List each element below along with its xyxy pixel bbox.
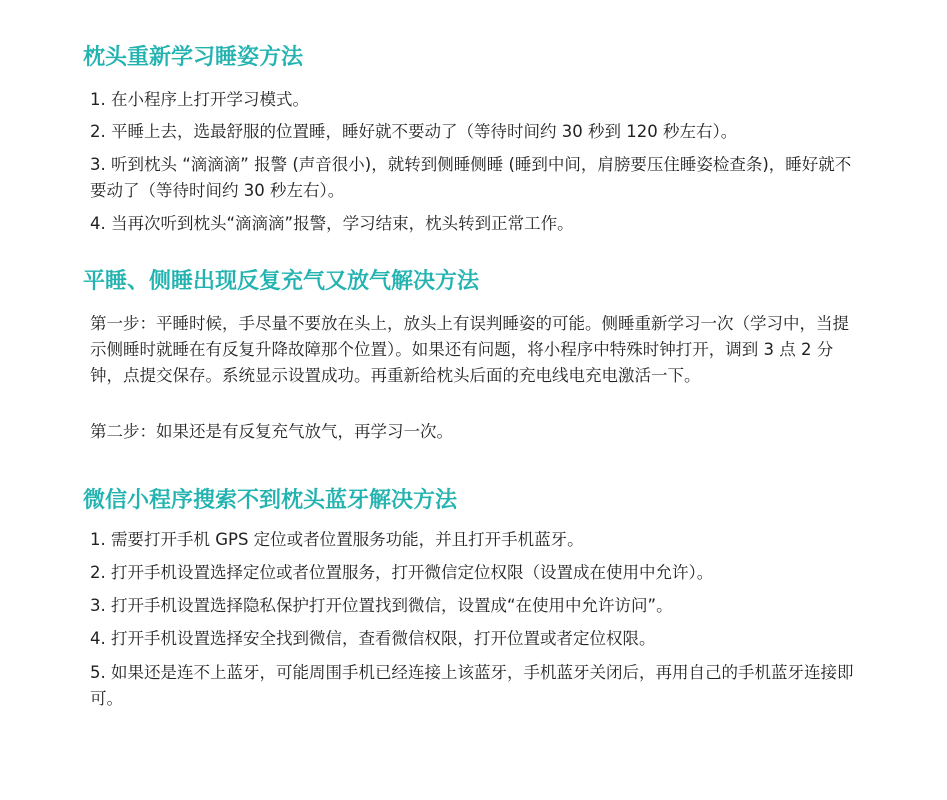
step-item: 第一步：平睡时候，手尽量不要放在头上，放头上有误判睡姿的可能。侧睡重新学习一次（学习中，当提示侧睡时就睡在有反复升降故障那个位置）。如果还有问题，将小程序中特殊时钟打开，调到 3 点 2 分钟，点提交保存。系统显示设置成功。再重新给枕头后面的充电线电充电激活一下。: [90, 314, 849, 385]
step-item: 4. 打开手机设置选择安全找到微信，查看微信权限，打开位置或者定位权限。: [90, 629, 656, 648]
step-item: 2. 平睡上去，选最舒服的位置睡，睡好就不要动了（等待时间约 30 秒到 120 秒左右）。: [90, 122, 738, 141]
section-heading: 平睡、侧睡出现反复充气又放气解决方法: [83, 269, 480, 294]
step-item: 2. 打开手机设置选择定位或者位置服务，打开微信定位权限（设置成在使用中允许）。: [90, 563, 714, 582]
step-item: 4. 当再次听到枕头“滴滴滴”报警，学习结束，枕头转到正常工作。: [90, 214, 574, 233]
step-item: 第二步：如果还是有反复充气放气，再学习一次。: [90, 422, 453, 441]
step-item: 1. 在小程序上打开学习模式。: [90, 90, 309, 109]
section-heading: 微信小程序搜索不到枕头蓝牙解决方法: [83, 488, 458, 513]
step-item: 5. 如果还是连不上蓝牙，可能周围手机已经连接上该蓝牙，手机蓝牙关闭后，再用自己的手机蓝牙连接即可。: [90, 663, 854, 708]
section-heading: 枕头重新学习睡姿方法: [83, 45, 304, 70]
step-item: 3. 听到枕头 “滴滴滴” 报警 (声音很小)，就转到侧睡侧睡 (睡到中间，肩膀要压住睡姿检查条)，睡好就不要动了（等待时间约 30 秒左右）。: [90, 155, 852, 200]
step-item: 1. 需要打开手机 GPS 定位或者位置服务功能，并且打开手机蓝牙。: [90, 530, 584, 549]
step-item: 3. 打开手机设置选择隐私保护打开位置找到微信，设置成“在使用中允许访问”。: [90, 596, 673, 615]
